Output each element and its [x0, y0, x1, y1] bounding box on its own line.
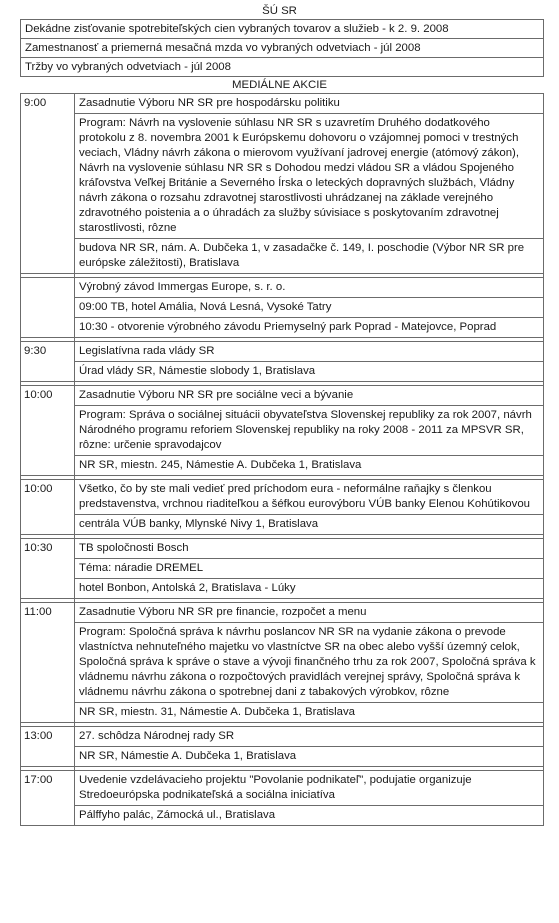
event-row	[21, 114, 544, 239]
event-detail: hotel Bonbon, Antolská 2, Bratislava - Lúky	[75, 579, 544, 599]
event-row	[21, 579, 544, 599]
event-row	[21, 94, 544, 114]
event-row	[21, 386, 544, 406]
event-detail: NR SR, miestn. 245, Námestie A. Dubčeka 1, Bratislava	[75, 456, 544, 476]
event-title: Všetko, čo by ste mali vedieť pred príchodom eura - neformálne raňajky s členkou predstavenstva, vrchnou riaditeľkou a šéfkou eurovýboru VÚB banky Elenou Kohútikovou	[75, 480, 544, 515]
event-title: Zasadnutie Výboru NR SR pre financie, rozpočet a menu	[75, 603, 544, 623]
event-row	[21, 703, 544, 723]
event-title: Zasadnutie Výboru NR SR pre sociálne veci a bývanie	[75, 386, 544, 406]
event-time: 13:00	[21, 727, 75, 767]
event-time: 17:00	[21, 771, 75, 826]
event-detail: 09:00 TB, hotel Amália, Nová Lesná, Vysoké Tatry	[75, 298, 544, 318]
stats-item: Tržby vo vybraných odvetviach - júl 2008	[21, 58, 544, 77]
event-title: Uvedenie vzdelávacieho projektu "Povolanie podnikateľ", podujatie organizuje Stredoeurópska podnikateľská a sociálna iniciatíva	[75, 771, 544, 806]
event-time: 11:00	[21, 603, 75, 723]
event-detail: Pálffyho palác, Zámocká ul., Bratislava	[75, 806, 544, 826]
event-title: TB spoločnosti Bosch	[75, 539, 544, 559]
event-row	[21, 239, 544, 274]
event-row	[21, 278, 544, 298]
header-title: ŠÚ SR	[262, 5, 297, 17]
stats-row	[21, 20, 544, 39]
event-row	[21, 747, 544, 767]
event-row	[21, 480, 544, 515]
media-events-table	[20, 93, 544, 826]
event-row	[21, 362, 544, 382]
stats-row	[21, 58, 544, 77]
stats-item: Dekádne zisťovanie spotrebiteľských cien vybraných tovarov a služieb - k 2. 9. 2008	[21, 20, 544, 39]
event-time: 10:00	[21, 386, 75, 476]
event-time	[21, 278, 75, 338]
event-row	[21, 515, 544, 535]
event-detail: Program: Návrh na vyslovenie súhlasu NR SR s uzavretím Druhého dodatkového protokolu z 8. novembra 2001 k Európskemu dohovoru o vzájomnej pomoci v trestných veciach, Vládny návrh zákona o mierovom využívaní jadrovej energie (atómový zákon), Návrh na vyslovenie súhlasu NR SR s Dohodou medzi vládou SR a vládou Spojeného kráľovstva Veľkej Británie a Severného Írska o leteckých dopravných službách, Vládny návrh zákona o rozsahu zdravotnej starostlivosti uhrádzanej na základe verejného zdravotného poistenia a o úhradách za služby súvisiace s poskytovaním zdravotnej starostlivosti, rôzne	[75, 114, 544, 239]
event-time: 10:00	[21, 480, 75, 535]
event-detail: 10:30 - otvorenie výrobného závodu Priemyselný park Poprad - Matejovce, Poprad	[75, 318, 544, 338]
event-row	[21, 559, 544, 579]
event-title: 27. schôdza Národnej rady SR	[75, 727, 544, 747]
event-row	[21, 342, 544, 362]
event-detail: centrála VÚB banky, Mlynské Nivy 1, Bratislava	[75, 515, 544, 535]
event-row	[21, 298, 544, 318]
event-detail: budova NR SR, nám. A. Dubčeka 1, v zasadačke č. 149, I. poschodie (Výbor NR SR pre európske záležitosti), Bratislava	[75, 239, 544, 274]
event-title: Zasadnutie Výboru NR SR pre hospodársku politiku	[75, 94, 544, 114]
event-title: Výrobný závod Immergas Europe, s. r. o.	[75, 278, 544, 298]
event-time: 9:00	[21, 94, 75, 274]
event-detail: Program: Správa o sociálnej situácii obyvateľstva Slovenskej republiky za rok 2007, návrh Národného programu reforiem Slovenskej republiky na roky 2008 - 2011 za MPSVR SR, rôzne: určenie spravodajcov	[75, 406, 544, 456]
event-row	[21, 771, 544, 806]
event-detail: NR SR, miestn. 31, Námestie A. Dubčeka 1, Bratislava	[75, 703, 544, 723]
event-row	[21, 603, 544, 623]
event-detail: Program: Spoločná správa k návrhu poslancov NR SR na vydanie zákona o prevode vlastníctva nehnuteľného majetku vo vlastníctve SR na obec alebo vyšší územný celok, Spoločná správa k správe o stave a vývoji finančného trhu za rok 2007, Spoločná správa k vládnemu návrhu zákona o rozpočtových pravidlách verejnej správy, Spoločná správa k vládnemu návrhu zákona o spotrebnej dani z tabakových výrobkov, rôzne	[75, 623, 544, 703]
event-row	[21, 623, 544, 703]
event-time: 9:30	[21, 342, 75, 382]
media-title: MEDIÁLNE AKCIE	[232, 79, 327, 91]
event-time: 10:30	[21, 539, 75, 599]
stats-item: Zamestnanosť a priemerná mesačná mzda vo vybraných odvetviach - júl 2008	[21, 39, 544, 58]
event-detail: Úrad vlády SR, Námestie slobody 1, Bratislava	[75, 362, 544, 382]
event-row	[21, 806, 544, 826]
stats-table	[20, 19, 544, 77]
stats-row	[21, 39, 544, 58]
event-row	[21, 406, 544, 456]
event-detail: Téma: náradie DREMEL	[75, 559, 544, 579]
event-row	[21, 318, 544, 338]
event-row	[21, 456, 544, 476]
event-detail: NR SR, Námestie A. Dubčeka 1, Bratislava	[75, 747, 544, 767]
event-title: Legislatívna rada vlády SR	[75, 342, 544, 362]
event-row	[21, 727, 544, 747]
event-row	[21, 539, 544, 559]
